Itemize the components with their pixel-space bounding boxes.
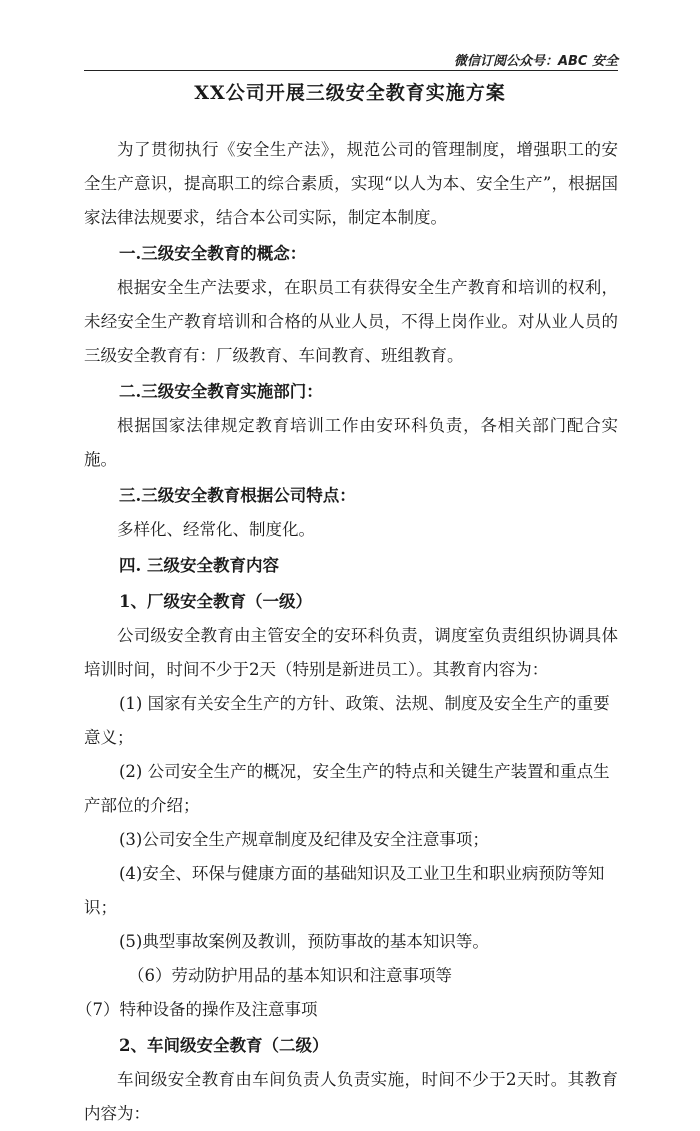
section4-heading: 四. 三级安全教育内容 [119, 556, 279, 575]
header-divider [84, 70, 618, 71]
section2-text: 根据国家法律规定教育培训工作由安环科负责，各相关部门配合实施。 [84, 416, 618, 469]
section3-heading: 三.三级安全教育根据公司特点： [119, 486, 356, 505]
section1-heading: 一.三级安全教育的概念： [119, 244, 307, 263]
subsection1-heading: 1、厂级安全教育（一级） [119, 592, 312, 611]
list-item: (5)典型事故案例及教训，预防事故的基本知识等。 [119, 932, 489, 951]
header-note: 微信订阅公众号：ABC 安全 [453, 54, 618, 69]
list-item: (3)公司安全生产规章制度及纪律及安全注意事项； [119, 830, 489, 849]
section3-text: 多样化、经常化、制度化。 [117, 520, 315, 539]
section2-heading: 二.三级安全教育实施部门： [119, 382, 323, 401]
subsection1-text: 公司级安全教育由主管安全的安环科负责，调度室负责组织协调具体培训时间，时间不少于2天（特别是新进员工）。其教育内容为： [84, 626, 618, 679]
list-item: (2) 公司安全生产的概况，安全生产的特点和关键生产装置和重点生产部位的介绍； [84, 762, 610, 815]
document-title: XX公司开展三级安全教育实施方案 [194, 82, 506, 104]
list-item: (4)安全、环保与健康方面的基础知识及工业卫生和职业病预防等知识； [84, 864, 605, 917]
list-item: （6）劳动防护用品的基本知识和注意事项等 [128, 966, 452, 985]
subsection2-text: 车间级安全教育由车间负责人负责实施，时间不少于2天时。其教育内容为： [84, 1070, 618, 1123]
document-body [76, 133, 618, 1131]
section1-text: 根据安全生产法要求，在职员工有获得安全生产教育和培训的权利，未经安全生产教育培训和合格的从业人员，不得上岗作业。对从业人员的三级安全教育有：厂级教育、车间教育、班组教育。 [84, 278, 618, 365]
subsection2-heading: 2、车间级安全教育（二级） [119, 1036, 329, 1055]
list-item: (1) 国家有关安全生产的方针、政策、法规、制度及安全生产的重要意义； [84, 694, 610, 747]
list-item: （7）特种设备的操作及注意事项 [76, 1000, 318, 1019]
intro-paragraph: 为了贯彻执行《安全生产法》，规范公司的管理制度，增强职工的安全生产意识，提高职工的综合素质，实现“以人为本、安全生产”，根据国家法律法规要求，结合本公司实际，制定本制度。 [84, 140, 618, 227]
